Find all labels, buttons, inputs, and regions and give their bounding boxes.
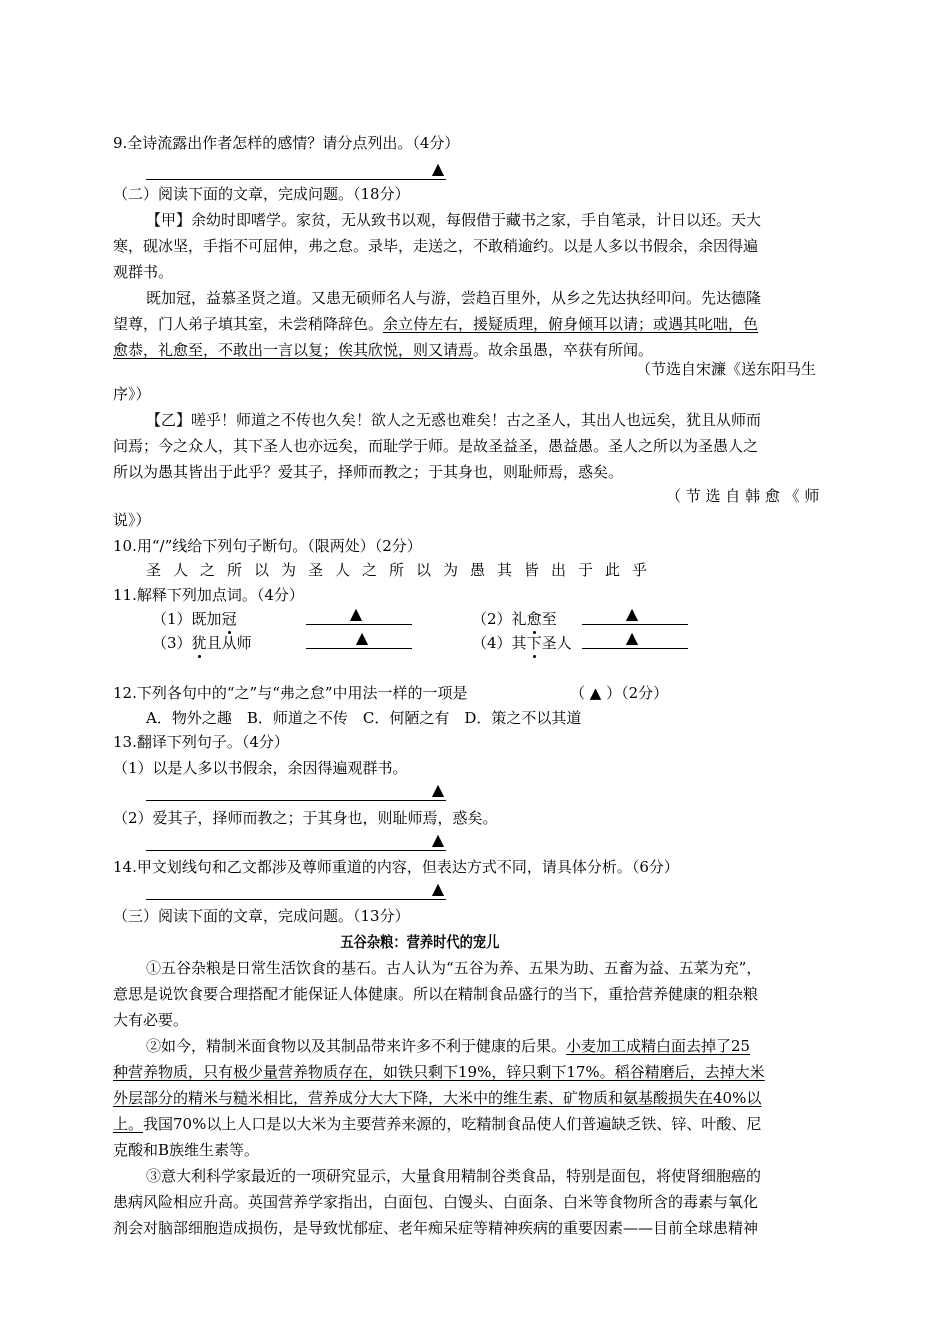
answer-mark-14: ▲	[431, 879, 445, 898]
dotted-char: 下	[526, 634, 542, 652]
dotted-char: 冠	[221, 610, 237, 628]
translate-sentence-1: （1）以是人多以书假余，余因得遍观群书。	[113, 759, 408, 777]
passage-yi-line: 所以为愚其皆出于此乎？爱其子，择师而教之；于其身也，则耻师焉，惑矣。	[113, 463, 624, 481]
passage-yi-line: 【乙】嗟乎！师道之不传也久矣！欲人之无惑也难矣！古之圣人，其出人也远矣，犹且从师而	[146, 411, 762, 429]
answer-mark-11-1: ▲	[349, 604, 363, 623]
source-note-yi-cont: 说》）	[113, 511, 151, 529]
word-item-3: （3）犹且从师	[152, 634, 252, 652]
underlined-sentence: 小麦加工成精白面去掉了25	[566, 1037, 751, 1055]
passage-text: 望尊，门人弟子填其室，未尝稍降辞色。	[113, 315, 384, 333]
dotted-char: 愈	[526, 610, 542, 628]
passage-text: 。故余虽愚，卒获有所闻。	[473, 341, 654, 359]
underlined-sentence: 种营养物质，只有极少量营养物质存在，如铁只剩下19%，锌只剩下17%。稻谷精磨后，去掉大米	[113, 1063, 765, 1081]
passage-yi-line: 问焉；今之众人，其下圣人也亦远矣，而耻学于师。是故圣益圣，愚益愚。圣人之所以为圣愚人之	[113, 437, 759, 455]
underlined-sentence: 外层部分的精米与糙米相比，营养成分大大下降，大米中的维生素、矿物质和氨基酸损失在40%以	[113, 1089, 762, 1107]
translate-sentence-2: （2）爱其子，择师而教之；于其身也，则耻师焉，惑矣。	[113, 809, 498, 827]
question-10: 10.用“/”线给下列句子断句。（限两处）（2分）	[113, 537, 422, 555]
answer-mark-13-1: ▲	[431, 780, 445, 799]
answer-mark-11-4: ▲	[625, 628, 639, 647]
word-item-1: （1）既加冠	[152, 610, 237, 628]
source-note-jia: （节选自宋濂《送东阳马生	[636, 360, 817, 378]
article-line: 上。我国70%以上人口是以大米为主要营养来源的，吃精制食品使人们普遍缺乏铁、锌、叶酸、尼	[113, 1115, 762, 1133]
article-line: 患病风险相应升高。英国营养学家指出，白面包、白馒头、白面条、白米等食物所含的毒素与氧化	[113, 1193, 759, 1211]
article-line: 意思是说饮食要合理搭配才能保证人体健康。所以在精制食品盛行的当下，重拾营养健康的粗杂粮	[113, 985, 759, 1003]
passage-jia-line	[113, 339, 653, 361]
word-item-2: （2）礼愈至	[472, 610, 557, 628]
underlined-sentence: 愈恭，礼愈至，不敢出一言以复；俟其欣悦，则又请焉	[113, 341, 474, 359]
section-3-header: （三）阅读下面的文章，完成问题。（13分）	[113, 907, 410, 925]
answer-blank-9[interactable]	[146, 161, 446, 180]
passage-jia-line	[113, 313, 758, 335]
question-12: 12.下列各句中的“之”与“弗之怠”中用法一样的一项是	[113, 684, 468, 702]
question-12-options: A．物外之趣 B．师道之不传 C．何陋之有 D．策之不以其道	[146, 709, 582, 727]
article-line: ②如今，精制米面食物以及其制品带来许多不利于健康的后果。小麦加工成精白面去掉了25	[146, 1037, 751, 1055]
article-line: ③意大利科学家最近的一项研究显示，大量食用精制谷类食品，特别是面包，将使肾细胞癌的	[146, 1167, 762, 1185]
article-title: 五谷杂粮：营养时代的宠儿	[340, 933, 500, 951]
article-line: 剂会对脑部细胞造成损伤，是导致忧郁症、老年痴呆症等精神疾病的重要因素——目前全球患精神	[113, 1219, 759, 1237]
question-13: 13.翻译下列句子。（4分）	[113, 733, 289, 751]
question-14: 14.甲文划线句和乙文都涉及尊师重道的内容，但表达方式不同，请具体分析。（6分）	[113, 858, 679, 876]
answer-mark-11-2: ▲	[625, 604, 639, 623]
article-line: 克酸和B族维生素等。	[113, 1141, 260, 1159]
answer-mark-13-2: ▲	[431, 830, 445, 849]
passage-jia-line: 观群书。	[113, 263, 174, 281]
answer-blank-13-2[interactable]	[146, 832, 446, 851]
article-line: ①五谷杂粮是日常生活饮食的基石。古人认为“五谷为养、五果为助、五畜为益、五菜为充”，	[146, 959, 762, 977]
section-2-header: （二）阅读下面的文章，完成问题。（18分）	[113, 185, 410, 203]
article-line: 大有必要。	[113, 1011, 189, 1029]
answer-blank-13-1[interactable]	[146, 782, 446, 801]
answer-mark-9: ▲	[431, 159, 445, 178]
answer-mark-11-3: ▲	[355, 628, 369, 647]
question-12-answer-slot[interactable]: （ ▲ ）（2分）	[570, 684, 669, 702]
sentence-to-punctuate: 圣人之所以为圣人之所以为愚其皆出于此乎	[146, 561, 660, 579]
question-11: 11.解释下列加点词。（4分）	[113, 586, 304, 604]
dotted-char: 犹	[191, 634, 207, 652]
source-note-jia-cont: 序》）	[113, 385, 151, 403]
passage-jia-line: 寒，砚冰坚，手指不可屈伸，弗之怠。录毕，走送之，不敢稍逾约。以是人多以书假余，余因得遍	[113, 237, 759, 255]
answer-blank-14[interactable]	[146, 881, 446, 900]
word-item-4: （4）其下圣人	[472, 634, 572, 652]
question-9: 9.全诗流露出作者怎样的感情？请分点列出。（4分）	[113, 134, 460, 152]
underlined-sentence: 余立侍左右，援疑质理，俯身倾耳以请；或遇其叱咄，色	[383, 315, 759, 333]
underlined-sentence: 上。	[113, 1115, 144, 1133]
passage-jia-line: 既加冠，益慕圣贤之道。又患无硕师名人与游，尝趋百里外，从乡之先达执经叩问。先达德隆	[146, 289, 762, 307]
passage-jia-line: 【甲】余幼时即嗜学。家贫，无从致书以观，每假借于藏书之家，手自笔录，计日以还。天大	[146, 211, 762, 229]
source-note-yi: （ 节 选 自 韩 愈 《 师	[666, 487, 820, 505]
